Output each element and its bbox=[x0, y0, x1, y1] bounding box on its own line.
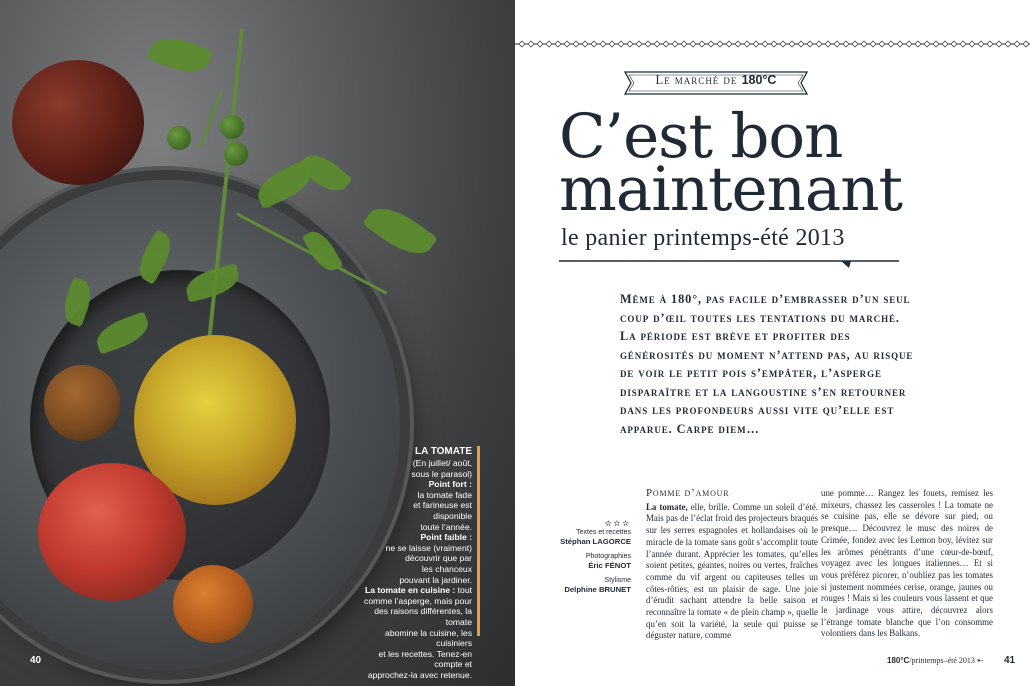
border-diamond bbox=[744, 41, 750, 47]
title-rule bbox=[559, 259, 899, 269]
caption-title: LA TOMATE bbox=[414, 446, 472, 457]
stars-ornament: ✫✫✫ bbox=[604, 519, 631, 528]
caption-line: des raisons différentes, la tomate bbox=[374, 606, 472, 627]
headline bbox=[559, 101, 1019, 225]
border-diamond bbox=[798, 41, 804, 47]
border-diamond bbox=[762, 41, 768, 47]
caption-line: (En juillet/ août, bbox=[412, 458, 472, 468]
credit-role: Textes et recettes bbox=[576, 529, 631, 536]
border-diamond bbox=[591, 41, 597, 47]
article-lead: La tomate, bbox=[646, 501, 688, 512]
cuisine-line-lead bbox=[355, 585, 472, 596]
caption-line: et les recettes. Tenez-en compte et bbox=[378, 648, 472, 670]
border-diamond bbox=[879, 41, 885, 47]
article-heading: Pomme d’amour bbox=[646, 487, 730, 499]
border-diamond bbox=[807, 41, 813, 47]
border-diamond bbox=[825, 41, 831, 47]
border-diamond bbox=[834, 41, 840, 47]
border-diamond bbox=[870, 41, 876, 47]
border-diamond bbox=[780, 41, 786, 47]
leaf bbox=[147, 31, 214, 80]
border-diamond bbox=[924, 41, 930, 47]
border-diamond bbox=[816, 41, 822, 47]
caption-line: abomine la cuisine, les cuisiniers bbox=[385, 627, 472, 649]
dark-tomato bbox=[12, 60, 144, 185]
border-diamond bbox=[699, 41, 705, 47]
cherry-tomato bbox=[224, 142, 248, 166]
credit-role: Photographies bbox=[585, 553, 631, 560]
border-diamond bbox=[555, 41, 561, 47]
border-diamond bbox=[582, 41, 588, 47]
border-diamond bbox=[546, 41, 552, 47]
border-diamond bbox=[888, 41, 894, 47]
border-diamond bbox=[726, 41, 732, 47]
border-diamond bbox=[771, 41, 777, 47]
border-diamond bbox=[951, 41, 957, 47]
border-diamond bbox=[987, 41, 993, 47]
border-diamond bbox=[618, 41, 624, 47]
credit-name: Éric FÉNOT bbox=[588, 561, 631, 570]
border-diamond bbox=[996, 41, 1002, 47]
caption-line: les chanceux bbox=[421, 563, 472, 574]
border-diamond bbox=[573, 41, 579, 47]
border-diamond bbox=[627, 41, 633, 47]
decorative-top-border bbox=[515, 40, 1030, 48]
border-diamond bbox=[1023, 41, 1029, 47]
page-number-right: 41 bbox=[1004, 655, 1016, 666]
text-page bbox=[515, 0, 1030, 686]
border-diamond bbox=[708, 41, 714, 47]
border-diamond bbox=[1014, 41, 1020, 47]
border-diamond bbox=[753, 41, 759, 47]
arrow-icon: ➸ bbox=[976, 656, 984, 665]
border-diamond bbox=[654, 41, 660, 47]
caption-line: et farineuse est bbox=[413, 500, 472, 511]
section-prefix: Le marché de bbox=[655, 73, 738, 87]
border-diamond bbox=[789, 41, 795, 47]
article-column-2: une pomme… Rangez les fouets, remisez les mixeurs, chassez les casseroles ! La tomate ne se cuisine pas, elle se dévore sur pied, ou presque… Découvrez le musc des noires de Crimée, fondez avec les Lemon boy, lévitez sur les arômes pénétrants d’une cœur-de-bœuf, voyagez avec les longues italiennes… Et si vous préférez picorer, n’oubliez pas les tomates si justement nommées cerise, orange, jaunes ou rouges ! Mais si les couleurs vous lassent et que le jardinage vous attire, découvrez alors l’étrange tomate blanche que l’on consomme volontiers dans les Balkans. bbox=[821, 488, 993, 639]
border-diamond bbox=[609, 41, 615, 47]
red-heart-tomato bbox=[38, 463, 186, 601]
credit-role: Stylisme bbox=[604, 577, 631, 584]
section-label bbox=[621, 73, 811, 88]
caption-line: disponible bbox=[433, 510, 472, 521]
point-fort-label: Point fort : bbox=[428, 479, 472, 490]
caption-line: approchez-la avec retenue. bbox=[367, 669, 472, 680]
caption-line: comme l’asperge, mais pour bbox=[364, 595, 472, 606]
caption-line: découvrir que par bbox=[405, 553, 472, 564]
credits bbox=[555, 519, 631, 600]
border-diamond bbox=[735, 41, 741, 47]
cherry-tomato bbox=[220, 115, 244, 139]
border-diamond bbox=[978, 41, 984, 47]
footer-brand: 180°C bbox=[887, 656, 910, 665]
caption-line: sous le parasol) bbox=[411, 468, 472, 479]
subtitle: le panier printemps-été 2013 bbox=[561, 225, 845, 251]
caption-rule bbox=[477, 446, 480, 636]
leaf bbox=[297, 147, 352, 199]
border-diamond bbox=[717, 41, 723, 47]
border-diamond bbox=[861, 41, 867, 47]
border-diamond bbox=[942, 41, 948, 47]
border-diamond bbox=[969, 41, 975, 47]
border-diamond bbox=[933, 41, 939, 47]
small-tomato bbox=[44, 365, 120, 441]
border-diamond bbox=[843, 41, 849, 47]
border-diamond bbox=[960, 41, 966, 47]
credit-name: Delphine BRUNET bbox=[564, 585, 631, 594]
caption-line: pouvant la jardiner. bbox=[399, 574, 472, 585]
caption-line: la tomate fade bbox=[417, 489, 472, 500]
headline-line-2: maintenant bbox=[559, 154, 903, 225]
footer-issue bbox=[887, 656, 984, 665]
page-number-left: 40 bbox=[30, 655, 42, 666]
cuisine-label: La tomate en cuisine : bbox=[365, 585, 456, 596]
caption-line: tout bbox=[457, 585, 472, 596]
article-text bbox=[646, 502, 818, 642]
border-diamond bbox=[519, 41, 525, 47]
border-diamond bbox=[897, 41, 903, 47]
border-diamond bbox=[537, 41, 543, 47]
footer-issue-text: /printemps–été 2013 bbox=[909, 656, 975, 665]
point-faible-label: Point faible : bbox=[420, 532, 472, 543]
border-diamond bbox=[564, 41, 570, 47]
cherry-tomato bbox=[167, 126, 191, 150]
tomato-caption bbox=[355, 446, 472, 680]
border-diamond bbox=[681, 41, 687, 47]
border-diamond bbox=[600, 41, 606, 47]
article-column-1 bbox=[646, 488, 818, 642]
intro-paragraph: Même à 180°, pas facile d’embrasser d’un seul coup d’œil toutes les tentations du marché. La période est brève et profiter des générosités du moment n’attend pas, au risque de voir le petit pois s’empâter, l’asperge disparaître et la langoustine s’en retourner dans les profondeurs aussi vite qu’elle est apparue. Carpe diem… bbox=[620, 292, 914, 436]
border-diamond bbox=[690, 41, 696, 47]
border-diamond bbox=[906, 41, 912, 47]
brand-mark: 180°C bbox=[741, 73, 777, 87]
leaf bbox=[362, 198, 438, 264]
border-diamond bbox=[645, 41, 651, 47]
orange-tomato bbox=[173, 565, 253, 643]
vine-branch bbox=[199, 90, 222, 147]
border-diamond bbox=[915, 41, 921, 47]
border-diamond bbox=[663, 41, 669, 47]
border-diamond bbox=[636, 41, 642, 47]
border-diamond bbox=[672, 41, 678, 47]
border-diamond bbox=[528, 41, 534, 47]
article-body: elle, brille. Comme un soleil d’été. Mais pas de l’éclat froid des projecteurs braqués sur les serres espagnoles et hollandaises où le miracle de la tomate sans goût s’accomplit toute l’année durant. Apprécier les tomates, qu’elles soient petites, géantes, noires ou vertes, fraîches comme du vif argent ou capiteuses telles un côtes-rôties, est un plaisir de sage. Une joie d’érudit sachant attendre la belle saison et reconnaître la tomate « de plein champ », quelle qu’en soit la variété, la seule qui puisse se déguster nature, comme bbox=[646, 501, 818, 641]
border-diamond bbox=[1005, 41, 1011, 47]
caption-line: toute l’année. bbox=[420, 521, 472, 532]
credit-name: Stéphan LAGORCE bbox=[560, 537, 631, 546]
border-diamond bbox=[852, 41, 858, 47]
caption-line: ne se laisse (vraiment) bbox=[385, 542, 472, 553]
headline-line-1: C’est bon bbox=[559, 101, 843, 172]
